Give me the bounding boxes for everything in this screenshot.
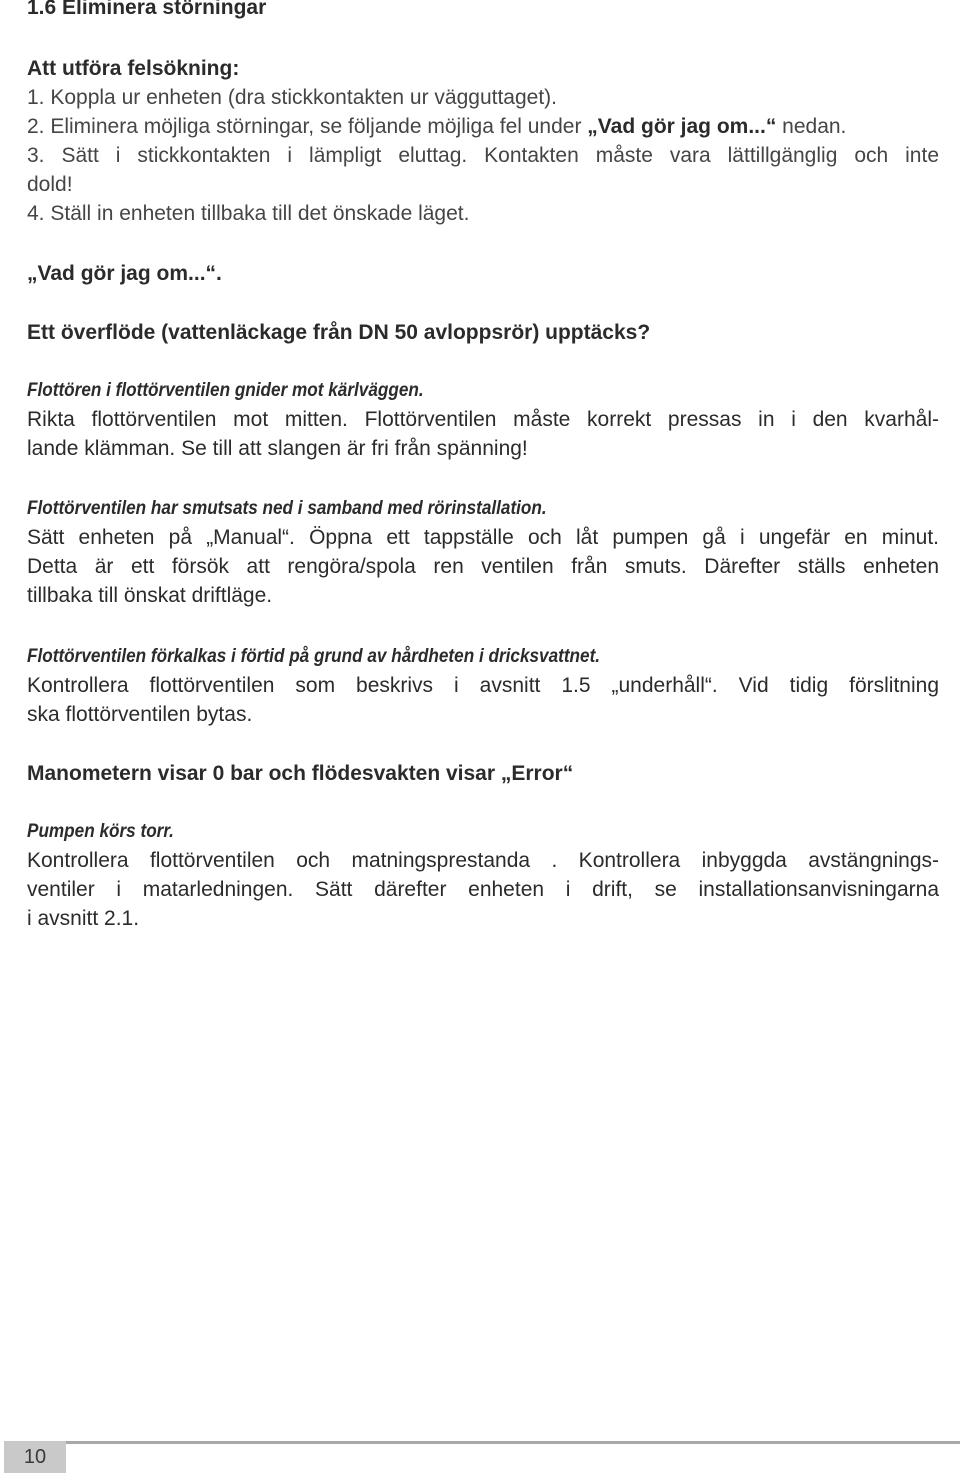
faq-heading: „Vad gör jag om...“. [27,262,222,285]
procedure-heading: Att utföra felsökning: [27,57,240,80]
step-4: 4. Ställ in enheten tillbaka till det önskade läget. [27,202,470,225]
step-3-line-1: 3. Sätt i stickkontakten i lämpligt eluttag. Kontakten måste vara lättillgänglig och inte [27,144,939,167]
manometer-cause-title: Pumpen körs torr. [27,820,174,842]
cause-3-title: Flottörventilen förkalkas i förtid på grund av hårdheten i dricksvattnet. [27,645,601,667]
cause-2-line-1: Sätt enheten på „Manual“. Öppna ett tappställe och låt pumpen gå i ungefär en minut. [27,526,939,549]
overflow-cause-3 [27,642,939,729]
footer-rule [4,1441,960,1444]
step-2-suffix: nedan. [776,115,847,138]
manometer-question: Manometern visar 0 bar och flödesvakten visar „Error“ [27,762,574,785]
overflow-cause-2 [27,494,939,610]
procedure-steps [27,83,939,228]
cause-1-title: Flottören i flottörventilen gnider mot kärlväggen. [27,379,424,401]
cause-3-line-2: ska flottörventilen bytas. [27,703,253,726]
cause-2-text [27,523,939,610]
procedure-section [27,54,939,228]
cause-2-title: Flottörventilen har smutsats ned i samband med rörinstallation. [27,497,547,519]
manometer-cause-line-3: i avsnitt 2.1. [27,907,140,930]
manometer-cause-line-2: ventiler i matarledningen. Sätt därefter enheten i drift, se installationsanvisningarna [27,878,939,901]
cause-2-line-2: Detta är ett försök att rengöra/spola ren ventilen från smuts. Därefter ställs enheten [27,555,939,578]
cause-3-line-1: Kontrollera flottörventilen som beskrivs i avsnitt 1.5 „underhåll“. Vid tidig förslitning [27,674,939,697]
step-3 [27,141,939,199]
page-number-box [4,1441,66,1473]
step-1: 1. Koppla ur enheten (dra stickkontakten ur vägguttaget). [27,86,557,109]
page-number: 10 [23,1445,47,1468]
cause-1-line-2: lande klämman. Se till att slangen är fri från spänning! [27,437,528,460]
manometer-cause-1 [27,817,939,933]
cause-1-text [27,405,939,463]
cause-2-line-3: tillbaka till önskat driftläge. [27,584,273,607]
step-3-line-2: dold! [27,173,73,196]
cause-3-text [27,671,939,729]
overflow-question: Ett överflöde (vattenläckage från DN 50 avloppsrör) upptäcks? [27,321,651,344]
step-2-prefix: 2. Eliminera möjliga störningar, se följande möjliga fel under [27,115,588,138]
section-title: 1.6 Eliminera störningar [27,0,267,19]
overflow-cause-1 [27,376,939,463]
manometer-cause-text [27,846,939,933]
manometer-cause-line-1: Kontrollera flottörventilen och matningsprestanda . Kontrollera inbyggda avstängnings- [27,849,939,872]
step-2-reference: „Vad gör jag om...“ [587,115,777,138]
step-2 [27,112,939,141]
cause-1-line-1: Rikta flottörventilen mot mitten. Flottörventilen måste korrekt pressas in i den kvarhål- [27,408,939,431]
